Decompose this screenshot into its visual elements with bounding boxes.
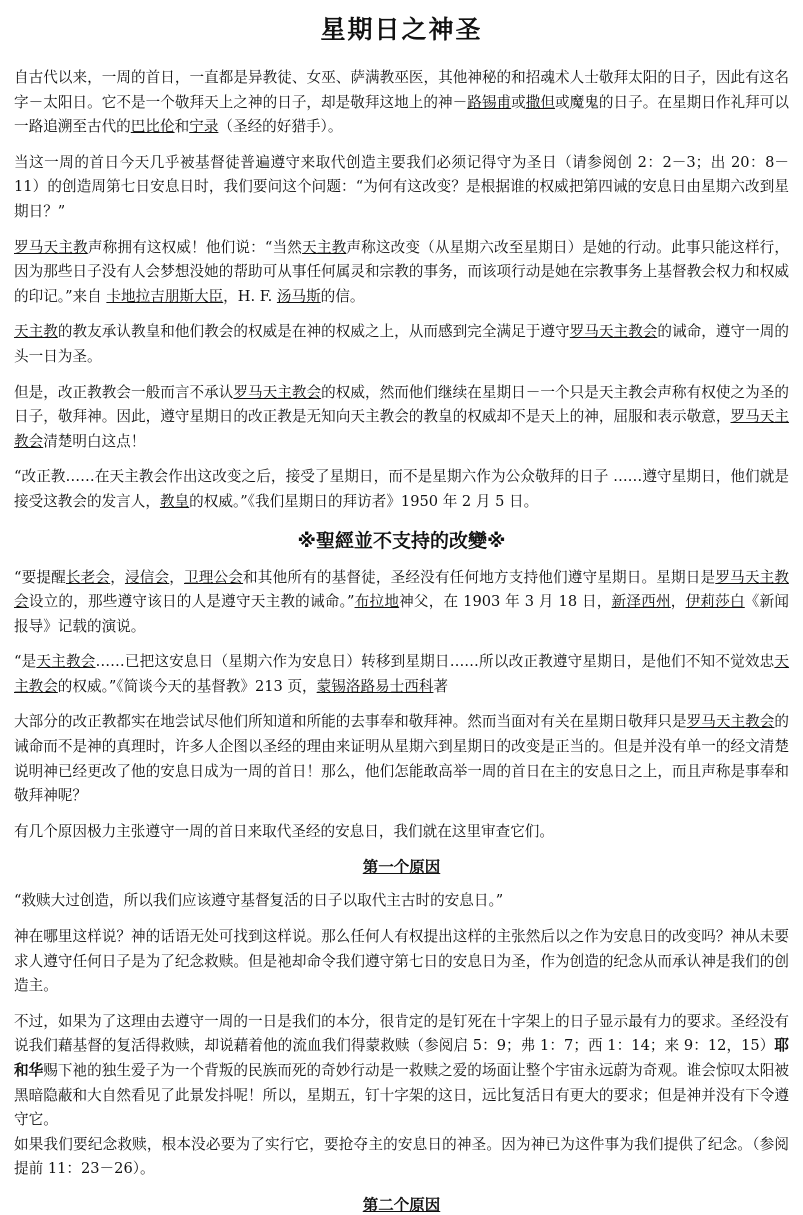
paragraph-catholic-claim: 罗马天主教声称拥有这权威！他们说：“当然天主教声称这改变（从星期六改至星期日）是她的行动。此事只能这样行，因为那些日子没有人会梦想没她的帮助可从事任何属灵和宗教的事务，而该项行动是她在宗教事务上基督教会权力和权威的印记。”来自 卡地拉吉朋斯大臣，H. F. 汤马斯的信。 (14, 238, 789, 305)
reason-two-heading: 第二个原因 (362, 1194, 441, 1214)
paragraph-reason-one-answer: 神在哪里这样说？神的话语无处可找到这样说。那么任何人有权提出这样的主张然后以之作为安息日的改变吗？神从未要求人遵守任何日子是为了纪念救赎。但是祂却命令我们遵守第七日的安息日为圣，作为创造的纪念从而承认神是我们的创造主。 (14, 928, 789, 995)
paragraph-quote-visitor: “改正教……在天主教会作出这改变之后，接受了星期日，而不是星期六作为公众敬拜的日子 ……遵守星期日，他们就是接受这教会的发言人，教皇的权威。”《我们星期日的拜访者》1950 年 2 月 5 日。 (14, 468, 789, 510)
paragraph-protestant: 但是，改正教教会一般而言不承认罗马天主教会的权威，然而他们继续在星期日－一个只是天主教会声称有权使之为圣的日子，敬拜神。因此，遵守星期日的改正教是无知向天主教会的教皇的权威却不是天上的神，屈服和表示敬意，罗马天主教会清楚明白这点！ (14, 383, 789, 450)
section-heading: ※聖經並不支持的改變※ (297, 529, 506, 552)
paragraph-quote-segur: “是天主教会……已把这安息日（星期六作为安息日）转移到星期日……所以改正教遵守星期日，是他们不知不觉效忠天主教会的权威。”《简谈今天的基督教》213 页，蒙锡洛路易士西科著 (14, 653, 789, 695)
reason-one-heading: 第一个原因 (362, 857, 441, 877)
paragraph-protestant-attempts: 大部分的改正教都实在地尝试尽他们所知道和所能的去事奉和敬拜神。然而当面对有关在星期日敬拜只是罗马天主教会的诫命而不是神的真理时，许多人企图以圣经的理由来证明从星期六到星期日的改变是正当的。但是并没有单一的经文清楚说明神已经更改了他的安息日成为一周的首日！那么，他们怎能敢高举一周的首日在主的安息日之上，而且声称是事奉和敬拜神呢？ (14, 713, 789, 805)
page-title: 星期日之神圣 (320, 15, 483, 44)
paragraph-crucifixion: 不过，如果为了这理由去遵守一周的一日是我们的本分，很肯定的是钉死在十字架上的日子显示最有力的要求。圣经没有说我们藉基督的复活得救赎，却说藉着他的流血我们得蒙救赎（参阅启 5：9；弗 1：7；西 1：14；来 9：12，15）耶和华赐下祂的独生爱子为一个背叛的民族而死的奇妙行动是一救赎之爱的场面让整个宇宙永远蔚为奇观。谁会惊叹太阳被黑暗隐蔽和大自然看见了此景发抖呢！所以，星期五，钉十字架的这日，远比复活日有更大的要求；但是神并没有下令遵守它。 (14, 1012, 789, 1129)
paragraph-intro: 自古代以来，一周的首日，一直都是异教徒、女巫、萨满教巫医，其他神秘的和招魂术人士敬拜太阳的日子，因此有这名字－太阳日。它不是一个敬拜天上之神的日子，却是敬拜这地上的神－路锡甫或撒但或魔鬼的日子。在星期日作礼拜可以一路追溯至古代的巴比伦和宁录（圣经的好猎手）。 (14, 69, 789, 136)
paragraph-question: 当这一周的首日今天几乎被基督徒普遍遵守来取代创造主要我们必须记得守为圣日（请参阅创 2：2－3；出 20：8－11）的创造周第七日安息日时，我们要问这个问题：“为何有这改变？是根据谁的权威把第四诫的安息日由星期六改到星期日？” (14, 153, 789, 220)
paragraph-catholic-members: 天主教的教友承认教皇和他们教会的权威是在神的权威之上，从而感到完全满足于遵守罗马天主教会的诫命，遵守一周的头一日为圣。 (14, 323, 789, 365)
paragraph-quote-brady: “要提醒长老会，浸信会，卫理公会和其他所有的基督徒，圣经没有任何地方支持他们遵守星期日。星期日是罗马天主教会设立的，那些遵守该日的人是遵守天主教的诫命。”布拉地神父，在 1903 年 3 月 18 日，新泽西州，伊莉莎白《新闻报导》记载的演说。 (14, 568, 789, 635)
paragraph-memorial: 如果我们要纪念救赎，根本没必要为了实行它，要抢夺主的安息日的神圣。因为神已为这件事为我们提供了纪念。（参阅提前 11：23－26）。 (14, 1135, 789, 1178)
paragraph-reason-one-quote: “救赎大过创造，所以我们应该遵守基督复活的日子以取代主古时的安息日。” (14, 892, 504, 910)
paragraph-reasons-intro: 有几个原因极力主张遵守一周的首日来取代圣经的安息日，我们就在这里审查它们。 (14, 822, 554, 840)
